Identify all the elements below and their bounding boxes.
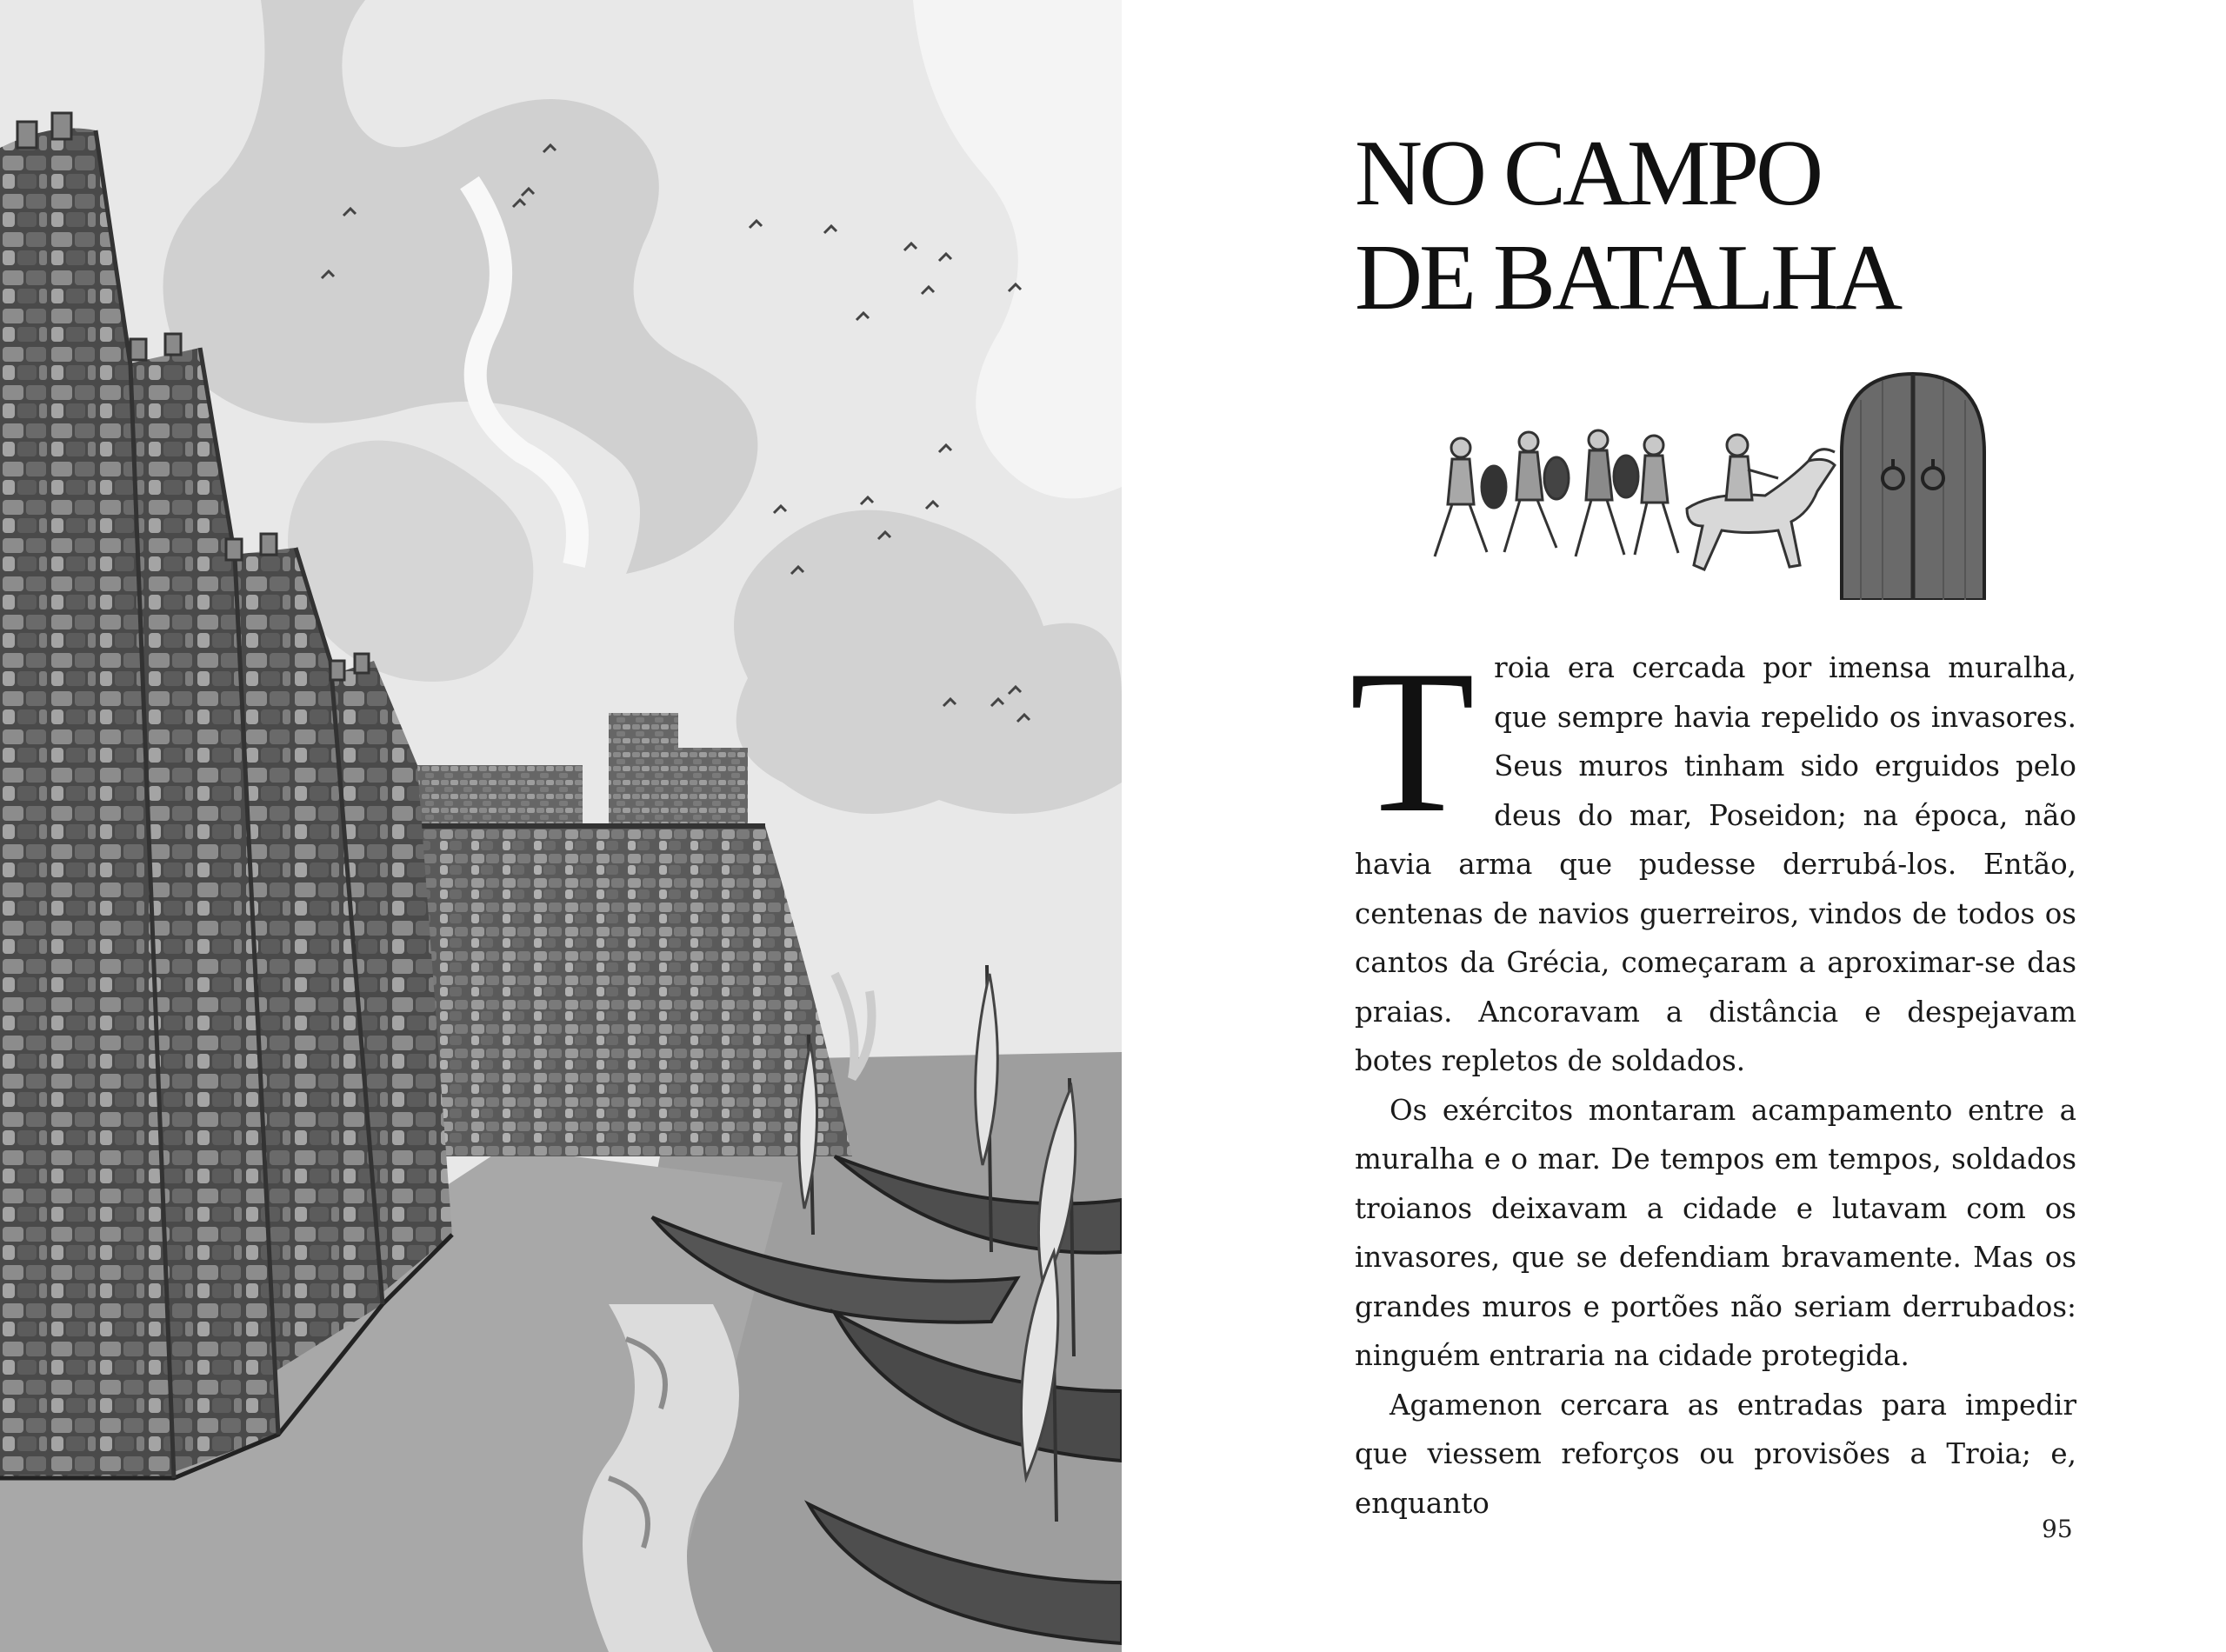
chapter-title-line-2: DE BATALHA [1355,226,1900,330]
army-marching-vignette [1426,348,2087,600]
page-number: 95 [2042,1515,2073,1543]
paragraph-1-text: roia era cercada por imensa muralha, que sempre havia repelido os invasores. Seus muros tinham sido erguidos pelo deus do mar, Poseidon; na época, não havia arma que pudesse derrubá-los. Então, centenas de navios guerreiros, vindos de todos os cantos da Grécia, começaram a aproximar-se das praias. Ancoravam a distância e despejavam botes repletos de soldados. [1355,651,2076,1077]
chapter-title [1355,122,1899,330]
city-gate [1842,374,1984,600]
citadel-tower [609,713,678,835]
chapter-title-line-1: NO CAMPO [1355,122,1821,225]
soldiers [1435,430,1678,556]
body-text [1350,629,2076,1528]
horse-rider [1687,435,1835,570]
drop-cap: T [1350,629,1476,856]
paragraph-2: Os exércitos montaram acampamento entre a muralha e o mar. De tempos em tempos, soldados troianos deixavam a cidade e lutavam com os invasores, que se defendiam bravamente. Mas os grandes muros e portões não seriam derrubados: ninguém entraria na cidade protegida. [1355,1093,2076,1372]
text-page [1122,0,2226,1652]
paragraph-3: Agamenon cercara as entradas para impedir que viessem reforços ou provisões a Troia; e, enquanto [1355,1388,2076,1520]
paragraph-1 [1350,629,2076,1086]
